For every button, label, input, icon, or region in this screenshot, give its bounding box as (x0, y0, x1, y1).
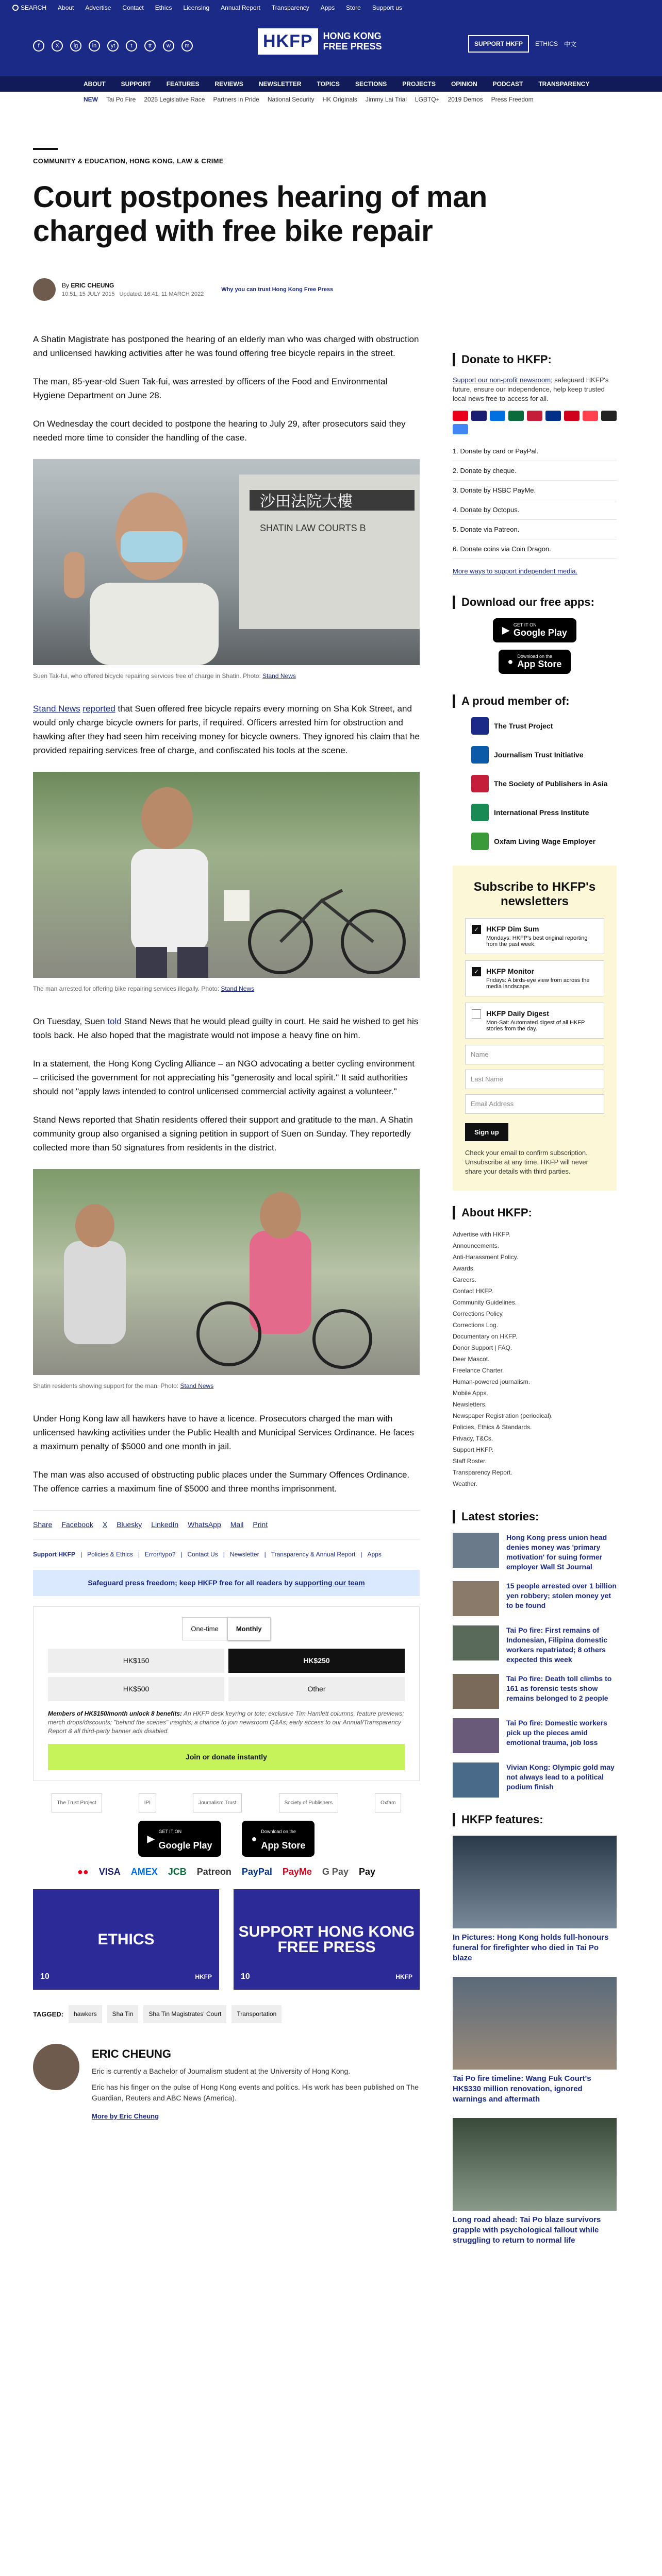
newsletter-box (453, 866, 617, 1191)
monthly-option[interactable]: Monthly (227, 1617, 271, 1640)
tiktok-icon[interactable]: tt (144, 40, 156, 52)
author-bio: Eric is currently a Bachelor of Journalism student at the University of Hong Kong. (92, 2067, 351, 2075)
about-link[interactable]: Documentary on HKFP. (453, 1333, 518, 1340)
sidebar (453, 353, 617, 2259)
tag[interactable]: Sha Tin Magistrates' Court (143, 2005, 226, 2023)
partner-logo[interactable]: IPI (139, 1793, 156, 1812)
photo-man-with-bicycle (33, 772, 420, 978)
ethics-link[interactable]: ETHICS (535, 40, 558, 47)
about-links (453, 1229, 617, 1489)
story-thumbnail (453, 1674, 499, 1709)
more-ways-link[interactable]: More ways to support independent media. (453, 567, 578, 575)
trending-item[interactable]: National Security (267, 96, 315, 103)
policy-link[interactable]: Apps (367, 1551, 382, 1558)
share-bar (33, 1510, 420, 1539)
donate-option[interactable]: 2. Donate by cheque. (453, 461, 617, 481)
about-link[interactable]: Contact HKFP. (453, 1287, 493, 1295)
about-link[interactable]: Mobile Apps. (453, 1389, 488, 1397)
donate-option[interactable]: 1. Donate by card or PayPal. (453, 442, 617, 461)
ipi-icon (471, 804, 489, 821)
byline (33, 278, 333, 301)
mastercard-icon (453, 411, 468, 421)
member-logo[interactable]: The Society of Publishers in Asia (471, 775, 617, 792)
trending-item[interactable]: Tai Po Fire (106, 96, 136, 103)
payment-methods (33, 1865, 420, 1879)
tags (33, 2005, 420, 2023)
paragraph: In a statement, the Hong Kong Cycling Alliance – an NGO advocating a better cycling environment – criticised the government for not appreciating his "generosity and local spirit." It said authorities should not "apply laws intended to control unlicensed commercial activity against a volunteer." (33, 1059, 415, 1096)
support-hkfp-button[interactable]: SUPPORT HKFP (468, 35, 529, 53)
jti-icon (471, 746, 489, 764)
app-store-button[interactable]: ● Download on the App Store (242, 1821, 315, 1857)
article-image-3[interactable] (33, 1169, 420, 1375)
tag[interactable]: Transportation (231, 2005, 282, 2023)
ethics-banner[interactable]: ETHICS HKFP 10 (33, 1889, 219, 1990)
promo-banners (33, 1889, 420, 1990)
story-item[interactable]: Tai Po fire: First remains of Indonesian, Filipina domestic workers repatriated; 8 others expected this week (453, 1625, 617, 1665)
author-link[interactable]: ERIC CHEUNG (71, 282, 114, 289)
paypal-icon: PayPal (241, 1867, 272, 1877)
jcb-icon: JCB (168, 1867, 187, 1877)
about-link[interactable]: Announcements. (453, 1242, 500, 1249)
member-logo[interactable]: International Press Institute (471, 804, 617, 821)
topbar-link[interactable]: Support us (372, 4, 402, 11)
publish-date: 10:51, 15 JULY 2015 (62, 291, 115, 297)
social-icons (33, 40, 193, 52)
tag[interactable]: Sha Tin (107, 2005, 139, 2023)
checkbox-checked[interactable]: ✓ (472, 925, 481, 934)
member-heading: A proud member of: (453, 694, 617, 708)
credit-link[interactable]: Stand News (221, 985, 255, 992)
oxfam-icon (471, 833, 489, 850)
topbar-link[interactable]: Licensing (183, 4, 210, 11)
source-link[interactable]: Stand News (33, 704, 80, 714)
masthead (0, 15, 662, 76)
about-link[interactable]: Community Guidelines. (453, 1299, 517, 1306)
told-link[interactable]: told (107, 1016, 122, 1026)
newsletter-option[interactable]: ✓ HKFP Monitor Fridays: A birds-eye view from across the media landscape. (465, 960, 604, 996)
about-link[interactable]: Deer Mascot. (453, 1355, 490, 1363)
about-heading: About HKFP: (453, 1206, 617, 1219)
search-link[interactable]: SEARCH (12, 4, 46, 11)
nav-item[interactable]: FEATURES (166, 80, 200, 88)
feature-item[interactable]: Long road ahead: Tai Po blaze survivors grapple with psychological fallout while struggling to return to normal life (453, 2118, 617, 2246)
share-x[interactable]: X (102, 1520, 108, 1529)
share-facebook[interactable]: Facebook (61, 1520, 93, 1529)
topbar-link[interactable]: Store (346, 4, 361, 11)
author-photo (33, 2044, 79, 2090)
updated-date: Updated: 16:41, 11 MARCH 2022 (119, 291, 204, 297)
reported-link[interactable]: reported (82, 704, 115, 714)
story-thumbnail (453, 1625, 499, 1660)
topbar-link[interactable]: About (58, 4, 74, 11)
checkbox-unchecked[interactable] (472, 1009, 481, 1019)
paragraph: On Tuesday, Suen told Stand News that he would plead guilty in court. He said he wished to get his tools back. He also hoped that the magistrate would not impose a heavy fine on him. (33, 1016, 419, 1040)
one-time-option[interactable]: One-time (182, 1617, 227, 1640)
google-play-button[interactable]: ▶ GET IT ON Google Play (493, 618, 576, 642)
trending-item[interactable]: Jimmy Lai Trial (365, 96, 407, 103)
applepay-icon (601, 411, 617, 421)
feature-image (453, 2118, 617, 2211)
trending-item[interactable]: Press Freedom (491, 96, 534, 103)
nav-item[interactable]: PODCAST (492, 80, 523, 88)
story-item[interactable]: Hong Kong press union head denies money was 'primary motivation' for suing former employer Wall St Journal (453, 1533, 617, 1572)
sign-chinese: 沙田法院大樓 (260, 493, 353, 510)
about-link[interactable]: Corrections Policy. (453, 1310, 504, 1317)
donate-link[interactable]: Support our non-profit newsroom (453, 376, 551, 384)
sidebar-app-buttons (453, 618, 617, 674)
mastercard-icon: ●● (77, 1867, 89, 1877)
apple-icon: ● (507, 656, 514, 667)
support-team-link[interactable]: supporting our team (294, 1579, 365, 1587)
story-item[interactable]: Vivian Kong: Olympic gold may not always lead to a political podium finish (453, 1762, 617, 1798)
trending-item[interactable]: Partners in Pride (213, 96, 259, 103)
support-banner[interactable]: SUPPORT HONG KONG FREE PRESS HKFP 10 (234, 1889, 420, 1990)
page-title: Court postpones hearing of man charged with free bike repair (33, 180, 487, 248)
patreon-icon: Patreon (196, 1867, 231, 1877)
topbar-link[interactable]: Contact (122, 4, 144, 11)
signup-button[interactable]: Sign up (465, 1123, 508, 1141)
share-label: Share (33, 1520, 53, 1529)
paragraph: On Wednesday the court decided to postpone the hearing to July 29, after prosecutors said they needed more time to consider the handling of the case. (33, 419, 406, 443)
story-item[interactable]: Tai Po fire: Death toll climbs to 161 as forensic tests show remains belonged to 2 people (453, 1674, 617, 1709)
paypal-icon (545, 411, 561, 421)
feature-image (453, 1977, 617, 2070)
about-link[interactable]: Careers. (453, 1276, 477, 1283)
nav-item[interactable]: SUPPORT (121, 80, 151, 88)
unionpay-icon (527, 411, 542, 421)
image-caption: Shatin residents showing support for the man. Photo: Stand News (33, 1382, 214, 1389)
feature-item[interactable]: In Pictures: Hong Kong holds full-honours funeral for firefighter who died in Tai Po blaze (453, 1836, 617, 1963)
topbar-link[interactable]: Advertise (85, 4, 111, 11)
whatsapp-icon[interactable]: w (163, 40, 174, 52)
member-benefits: Members of HK$150/month unlock 8 benefits: An HKFP desk keyring or tote; exclusive Tim Hamlett columns, feature previews; merch drops/discounts; "behind the scenes" insights; a chance to join newsroom Q&As; early access to our Annual/Transparency Report & all third-party banner ads disabled. (48, 1710, 404, 1735)
partner-logo[interactable]: Journalism Trust (193, 1793, 242, 1812)
photo-man-outside-court (33, 459, 420, 665)
article-image-2[interactable] (33, 772, 420, 978)
apps-heading: Download our free apps: (453, 596, 617, 609)
last-name-input[interactable]: Last Name (465, 1070, 604, 1089)
applepay-icon: Pay (358, 1867, 375, 1877)
tier-grid (48, 1649, 405, 1701)
donate-option[interactable]: 6. Donate coins via Coin Dragon. (453, 539, 617, 559)
nav-item[interactable]: REVIEWS (214, 80, 243, 88)
x-icon[interactable]: X (52, 40, 63, 52)
about-link[interactable]: Newsletters. (453, 1401, 487, 1408)
header-actions (468, 35, 576, 53)
about-link[interactable]: Corrections Log. (453, 1321, 499, 1329)
author-avatar (33, 278, 56, 301)
search-icon (12, 5, 19, 11)
about-link[interactable]: Staff Roster. (453, 1458, 487, 1465)
linkedin-icon[interactable]: in (89, 40, 100, 52)
nav-item[interactable]: TOPICS (317, 80, 340, 88)
author-line: By ERIC CHEUNG (62, 282, 114, 289)
about-link[interactable]: Support HKFP. (453, 1446, 494, 1453)
donate-options (453, 442, 617, 559)
photo-residents-support (33, 1169, 420, 1375)
sopa-icon (471, 775, 489, 792)
google-play-button[interactable]: ▶ GET IT ON Google Play (138, 1821, 222, 1857)
instagram-icon[interactable]: ig (70, 40, 81, 52)
feature-item[interactable]: Tai Po fire timeline: Wang Fuk Court's HK$330 million renovation, ignored warnings and aftermath (453, 1977, 617, 2105)
nav-item[interactable]: SECTIONS (355, 80, 387, 88)
share-bluesky[interactable]: Bluesky (117, 1520, 142, 1529)
app-store-button[interactable]: ● Download on the App Store (499, 650, 571, 674)
trending-item[interactable]: 2019 Demos (448, 96, 483, 103)
policy-link[interactable]: Contact Us (187, 1551, 218, 1558)
topbar-link[interactable]: Transparency (271, 4, 309, 11)
trust-project-icon (471, 717, 489, 735)
partner-logo[interactable]: Oxfam (375, 1793, 401, 1812)
tier-option[interactable]: Other (228, 1677, 405, 1701)
why-trust-link[interactable]: Why you can trust Hong Kong Free Press (221, 286, 334, 293)
youtube-icon[interactable]: yt (107, 40, 119, 52)
paragraph: A Shatin Magistrate has postponed the hearing of an elderly man who was charged with obstruction and unlicensed hawking activities after he was found offering free bicycle repairs in the street. (33, 334, 419, 358)
partner-logos (33, 1793, 420, 1812)
tags-label: TAGGED: (33, 2010, 63, 2018)
frequency-toggle (48, 1617, 405, 1640)
donation-widget (33, 1606, 420, 1781)
about-link[interactable]: Freelance Charter. (453, 1367, 504, 1374)
about-link[interactable]: Privacy, T&Cs. (453, 1435, 493, 1442)
donate-option[interactable]: 4. Donate by Octopus. (453, 500, 617, 520)
header-rule (33, 148, 58, 150)
nav-item[interactable]: OPINION (451, 80, 477, 88)
donate-intro: Support our non-profit newsroom; safeguard HKFP's future, ensure our independence, help keep trusted local news free-to-access for all. (453, 376, 609, 402)
category-label[interactable]: COMMUNITY & EDUCATION, HONG KONG, LAW & CRIME (33, 157, 224, 165)
more-by-author-link[interactable]: More by Eric Cheung (92, 2112, 159, 2120)
policy-link[interactable]: Error/typo? (144, 1551, 176, 1558)
topbar-link[interactable]: Apps (320, 4, 335, 11)
paragraph: The man was also accused of obstructing public places under the Summary Offences Ordinance. The offence carries a maximum fine of $5000 and three months imprisonment. (33, 1470, 410, 1494)
member-logo[interactable]: Oxfam Living Wage Employer (471, 833, 617, 850)
story-item[interactable]: 15 people arrested over 1 billion yen robbery; stolen money yet to be found (453, 1581, 617, 1616)
share-linkedin[interactable]: LinkedIn (151, 1520, 179, 1529)
share-print[interactable]: Print (253, 1520, 268, 1529)
newsletter-heading: Subscribe to HKFP's newsletters (473, 880, 596, 908)
policy-link[interactable]: Policies & Ethics (87, 1551, 133, 1558)
about-link[interactable]: Anti-Harassment Policy. (453, 1253, 519, 1261)
features-heading: HKFP features: (453, 1813, 617, 1826)
tier-option[interactable]: HK$150 (48, 1649, 224, 1673)
tier-option-selected[interactable]: HK$250 (228, 1649, 405, 1673)
visa-icon (471, 411, 487, 421)
trending-bar (84, 92, 534, 107)
member-logo[interactable]: Journalism Trust Initiative (471, 746, 617, 764)
tag[interactable]: hawkers (69, 2005, 102, 2023)
play-icon: ▶ (147, 1833, 155, 1844)
paragraph: Stand News reported that Shatin residents offered their support and gratitude to the man. A Shatin community group also organised a signing petition in support of Suen on Sunday. They reportedly collected more than 50 signatures from residents in the district. (33, 1115, 413, 1153)
visa-icon: VISA (98, 1867, 121, 1877)
article-image-1[interactable] (33, 459, 420, 665)
gpay-icon (453, 424, 468, 434)
chinese-edition-link[interactable]: 中文 (564, 40, 577, 48)
partner-logo[interactable]: Society of Publishers (279, 1793, 338, 1812)
paragraph: Under Hong Kong law all hawkers have to have a licence. Prosecutors charged the man with unlicensed hawking activities under the Public Health and Municipal Services Ordinance. He faces a maximum penalty of $5000 and one month in jail. (33, 1414, 414, 1451)
author-box (33, 2044, 420, 2123)
nav-item[interactable]: ABOUT (84, 80, 106, 88)
story-thumbnail (453, 1718, 499, 1753)
policy-links: Support HKFP | Policies & Ethics | Error/typo? | Contact Us | Newsletter | Transparency & Annual Report | Apps (33, 1548, 420, 1562)
about-link[interactable]: Human-powered journalism. (453, 1378, 531, 1385)
trending-item[interactable]: HK Originals (322, 96, 357, 103)
play-icon: ▶ (502, 625, 509, 635)
main-nav (0, 76, 662, 92)
share-mail[interactable]: Mail (230, 1520, 244, 1529)
telegram-icon[interactable]: t (126, 40, 137, 52)
logo-mark: HKFP (258, 28, 318, 55)
nav-item[interactable]: TRANSPARENCY (538, 80, 590, 88)
share-whatsapp[interactable]: WhatsApp (188, 1520, 221, 1529)
topbar-link[interactable]: Ethics (155, 4, 172, 11)
email-input[interactable]: Email Address (465, 1094, 604, 1114)
latest-heading: Latest stories: (453, 1510, 617, 1523)
nav-item[interactable]: PROJECTS (402, 80, 436, 88)
top-utility-bar (0, 0, 662, 15)
nav-item[interactable]: NEWSLETTER (258, 80, 302, 88)
card-icons (453, 411, 617, 434)
policy-link[interactable]: Transparency & Annual Report (271, 1551, 356, 1558)
amex-icon (490, 411, 505, 421)
image-caption: The man arrested for offering bike repairing services illegally. Photo: Stand News (33, 985, 255, 992)
donate-option[interactable]: 3. Donate by HSBC PayMe. (453, 481, 617, 500)
dates (62, 291, 204, 297)
facebook-icon[interactable]: f (33, 40, 44, 52)
safeguard-banner: Safeguard press freedom; keep HKFP free for all readers by supporting our team (33, 1570, 420, 1596)
gpay-icon: G Pay (322, 1867, 349, 1877)
support-hkfp-link[interactable]: Support HKFP (33, 1551, 75, 1558)
article-body (33, 332, 420, 2123)
member-logo[interactable]: The Trust Project (471, 717, 617, 735)
tier-option[interactable]: HK$500 (48, 1677, 224, 1701)
about-link[interactable]: Policies, Ethics & Standards. (453, 1423, 532, 1431)
newsletter-option[interactable]: ✓ HKFP Dim Sum Mondays: HKFP's best original reporting from the past week. (465, 918, 604, 954)
donate-option[interactable]: 5. Donate via Patreon. (453, 520, 617, 539)
newsletter-option[interactable]: HKFP Daily Digest Mon-Sat: Automated digest of all HKFP stories from the day. (465, 1003, 604, 1039)
mastodon-icon[interactable]: m (181, 40, 193, 52)
story-item[interactable]: Tai Po fire: Domestic workers pick up the pieces amid emotional trauma, job loss (453, 1718, 617, 1753)
trending-label: NEW (84, 96, 98, 103)
story-thumbnail (453, 1762, 499, 1798)
logo-wordmark: HONG KONG FREE PRESS (323, 31, 382, 52)
sign-english: SHATIN LAW COURTS B (260, 523, 366, 533)
app-store-buttons (33, 1821, 420, 1857)
checkbox-checked[interactable]: ✓ (472, 967, 481, 976)
site-logo[interactable] (258, 23, 382, 60)
jcb-icon (508, 411, 524, 421)
policy-link[interactable]: Newsletter (229, 1551, 259, 1558)
feature-image (453, 1836, 617, 1928)
amex-icon: AMEX (130, 1867, 158, 1877)
donate-heading: Donate to HKFP: (453, 353, 617, 366)
trending-item[interactable]: 2025 Legislative Race (144, 96, 205, 103)
credit-link[interactable]: Stand News (180, 1382, 214, 1389)
about-link[interactable]: Weather. (453, 1480, 477, 1487)
partner-logo[interactable]: The Trust Project (52, 1793, 102, 1812)
payme-icon (564, 411, 580, 421)
author-name[interactable]: ERIC CHEUNG (92, 2047, 172, 2060)
paragraph: The man, 85-year-old Suen Tak-fui, was arrested by officers of the Food and Environmental Hygiene Department on June 28. (33, 377, 388, 400)
patreon-icon (583, 411, 598, 421)
author-bio: Eric has his finger on the pulse of Hong Kong events and politics. His work has been published on The Guardian, Reuters and ABC News (America). (92, 2083, 419, 2102)
topbar-link[interactable]: Annual Report (221, 4, 260, 11)
newsletter-note: Check your email to confirm subscription. Unsubscribe at any time. HKFP will never share your details with third parties. (465, 1149, 588, 1175)
story-thumbnail (453, 1581, 499, 1616)
about-link[interactable]: Donor Support | FAQ. (453, 1344, 512, 1351)
latest-stories (453, 1533, 617, 1798)
about-link[interactable]: Transparency Report. (453, 1469, 512, 1476)
paragraph: Stand News reported that Suen offered free bicycle repairs every morning on Sha Kok Street, and would only charge bicycle owners for parts, if required. Officers arrested him for obstruction and hawking after they had seen him receiving money for bicycle owners. They ignored his claim that he provided repairing services free of charge, and confiscated his tools at the scene. (33, 704, 420, 755)
join-button[interactable]: Join or donate instantly (48, 1744, 405, 1770)
apple-icon: ● (251, 1833, 257, 1844)
credit-link[interactable]: Stand News (262, 672, 296, 680)
about-link[interactable]: Awards. (453, 1265, 475, 1272)
about-link[interactable]: Advertise with HKFP. (453, 1231, 510, 1238)
name-input[interactable]: Name (465, 1045, 604, 1064)
image-caption: Suen Tak-fui, who offered bicycle repairing services free of charge in Shatin. Photo: Stand News (33, 672, 296, 680)
about-link[interactable]: Newspaper Registration (periodical). (453, 1412, 553, 1419)
story-thumbnail (453, 1533, 499, 1568)
payme-icon: PayMe (282, 1867, 312, 1877)
trending-item[interactable]: LGBTQ+ (415, 96, 440, 103)
